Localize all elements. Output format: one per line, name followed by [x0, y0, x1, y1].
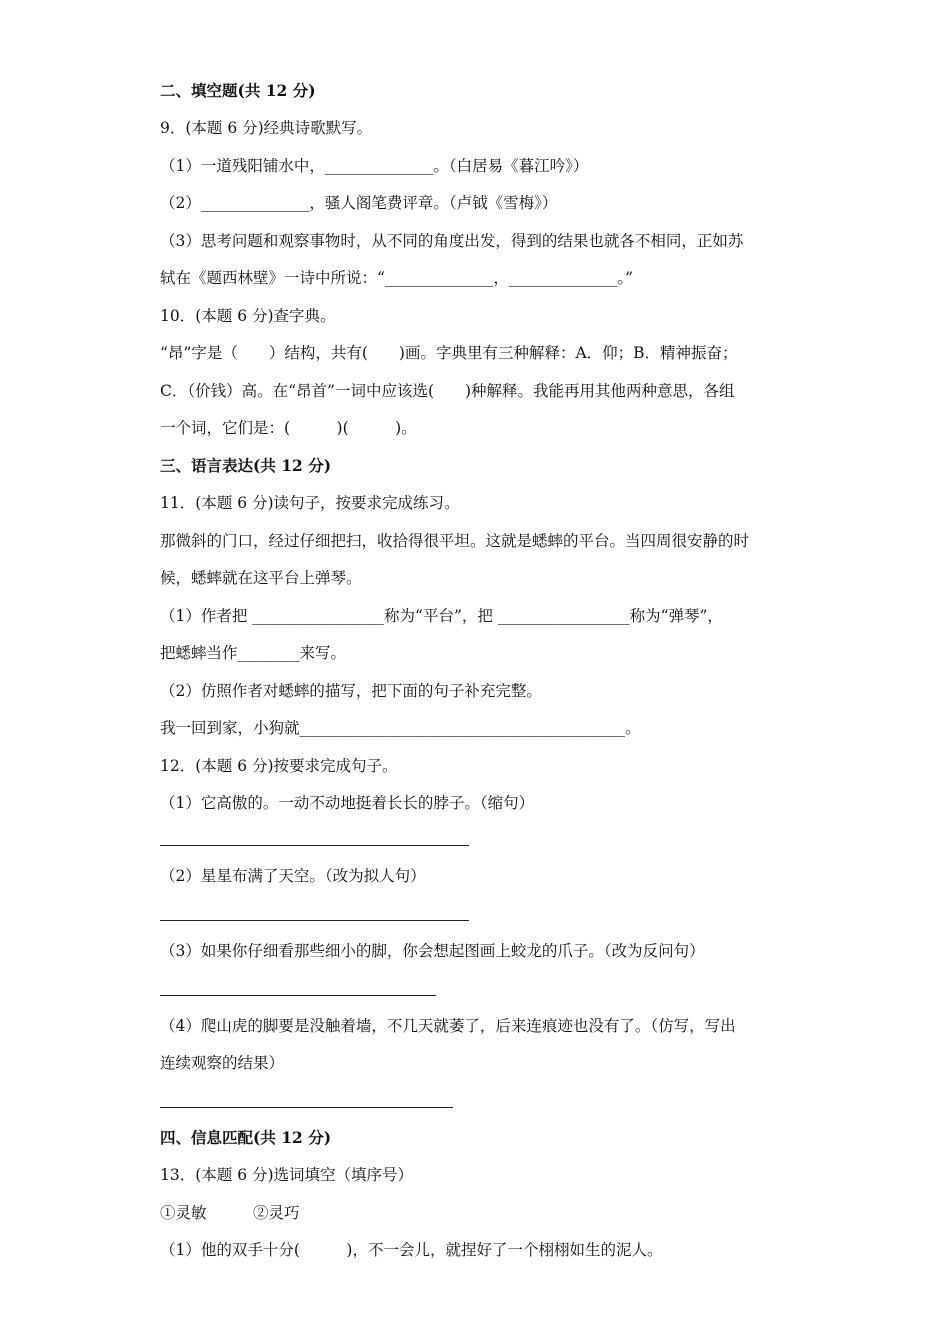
question-12-part-3-answer-line	[160, 995, 436, 996]
question-12-part-1: （1）它高傲的。一动不动地挺着长长的脖子。（缩句）	[160, 794, 535, 812]
question-12-part-4-line-1: （4）爬山虎的脚要是没触着墙，不几天就萎了，后来连痕迹也没有了。（仿写，写出	[160, 1017, 736, 1035]
question-11-part-2: （2）仿照作者对蟋蟀的描写，把下面的句子补充完整。	[160, 682, 542, 700]
question-10-line-2: C．（价钱）高。在“昂首”一词中应该选( )种解释。我能再用其他两种意思，各组	[160, 382, 735, 400]
question-11-passage-line-1: 那微斜的门口，经过仔细把扫，收拾得很平坦。这就是蟋蟀的平台。当四周很安静的时	[160, 532, 750, 550]
question-11-part-2-answer-line: 我一回到家，小狗就__________________________________________。	[160, 719, 641, 737]
question-11-passage-line-2: 候，蟋蟀就在这平台上弹琴。	[160, 569, 362, 587]
question-11-part-1-line-1: （1）作者把 _________________称为“平台”，把 _________________称为“弹琴”，	[160, 607, 723, 625]
question-12-part-2-answer-line	[160, 920, 469, 921]
question-9-part-3-line-1: （3）思考问题和观察事物时，从不同的角度出发，得到的结果也就各不相同，正如苏	[160, 232, 744, 250]
question-10-stem: 10．(本题 6 分)查字典。	[160, 307, 336, 325]
question-9-part-1: （1）一道残阳铺水中，______________。（白居易《暮江吟》）	[160, 157, 589, 175]
question-13-options: ①灵敏 ②灵巧	[160, 1204, 300, 1222]
question-9-part-3-line-2: 轼在《题西林壁》一诗中所说：“______________，______________。”	[160, 269, 634, 287]
question-12-part-1-answer-line	[160, 845, 469, 846]
question-10-line-3: 一个词，它们是：( )( )。	[160, 419, 417, 437]
question-12-part-4-answer-line	[160, 1107, 453, 1108]
question-11-part-1-line-2: 把蟋蟀当作________来写。	[160, 644, 347, 662]
question-9-part-2: （2）______________，骚人阁笔费评章。（卢钺《雪梅》）	[160, 194, 558, 212]
section-heading-information-matching: 四、信息匹配(共 12 分)	[160, 1128, 332, 1147]
question-12-part-2: （2）星星布满了天空。（改为拟人句）	[160, 867, 426, 885]
question-11-stem: 11．(本题 6 分)读句子，按要求完成练习。	[160, 494, 460, 512]
question-13-part-1: （1）他的双手十分( )，不一会儿，就捏好了一个栩栩如生的泥人。	[160, 1241, 663, 1259]
question-12-part-4-line-2: 连续观察的结果）	[160, 1054, 285, 1072]
section-heading-fill-in: 二、填空题(共 12 分)	[160, 81, 316, 100]
question-10-line-1: “昂”字是（ ）结构，共有( )画。字典里有三种解释：A．仰；B．精神振奋；	[160, 344, 738, 362]
question-9-stem: 9．(本题 6 分)经典诗歌默写。	[160, 119, 373, 137]
section-heading-language-expression: 三、语言表达(共 12 分)	[160, 456, 332, 475]
question-12-part-3: （3）如果你仔细看那些细小的脚，你会想起图画上蛟龙的爪子。（改为反问句）	[160, 942, 705, 960]
question-13-stem: 13．(本题 6 分)选词填空（填序号）	[160, 1166, 414, 1184]
question-12-stem: 12．(本题 6 分)按要求完成句子。	[160, 757, 398, 775]
